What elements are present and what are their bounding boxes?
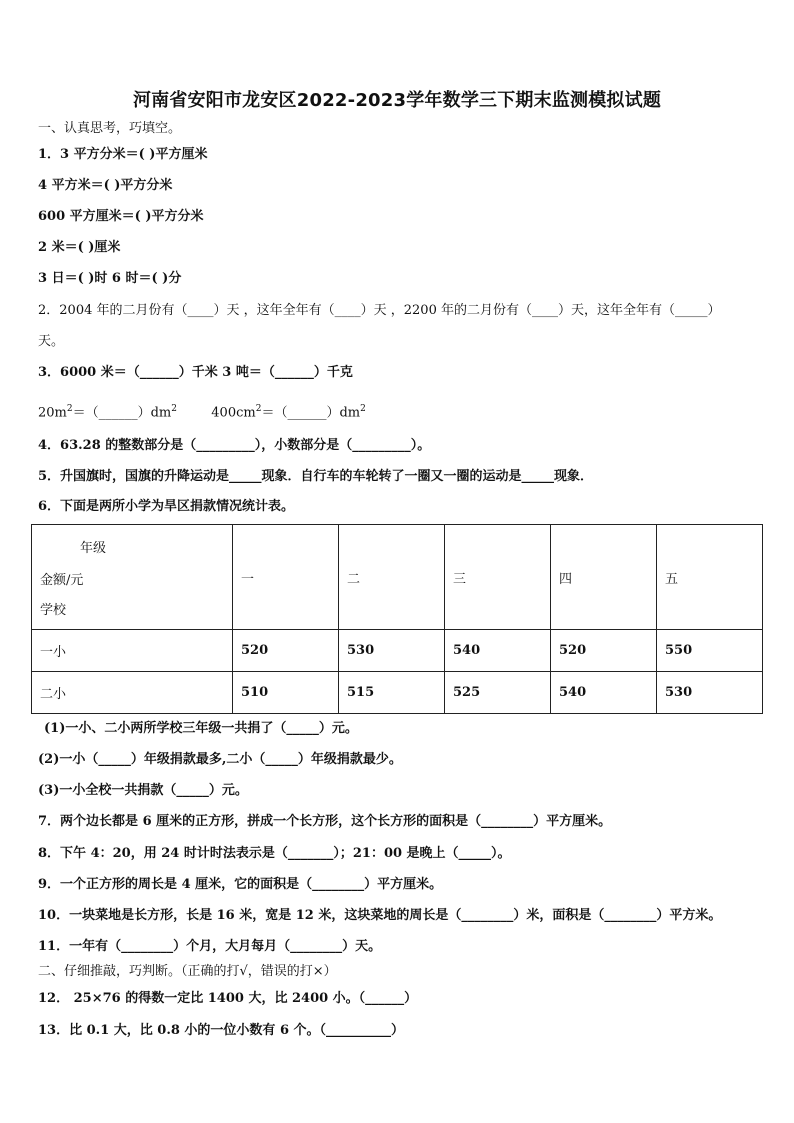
amount-cell: 520 bbox=[551, 630, 657, 672]
question-1b: 4 平方米＝( )平方分米 bbox=[38, 178, 173, 193]
amount-cell: 540 bbox=[445, 630, 551, 672]
question-11: 11．一年有（________）个月，大月每月（________）天。 bbox=[38, 939, 382, 954]
question-7: 7．两个边长都是 6 厘米的正方形，拼成一个长方形，这个长方形的面积是（________）平方厘米。 bbox=[38, 814, 612, 829]
q3b-left-blank: ＝（______）dm bbox=[72, 405, 172, 421]
section-1-heading: 一、认真思考，巧填空。 bbox=[38, 121, 182, 136]
q3b-right-blank: ＝（______）dm bbox=[261, 405, 361, 421]
q3b-sup-1: 2 bbox=[66, 404, 73, 414]
grade-header: 四 bbox=[551, 525, 657, 630]
donation-table bbox=[31, 524, 763, 714]
grade-header: 二 bbox=[339, 525, 445, 630]
question-8: 8．下午 4：20，用 24 时计时法表示是（_______）；21：00 是晚上（_____）。 bbox=[38, 846, 511, 861]
grade-header: 一 bbox=[233, 525, 339, 630]
question-13: 13．比 0.1 大，比 0.8 小的一位小数有 6 个。（__________） bbox=[38, 1023, 405, 1038]
question-5: 5．升国旗时，国旗的升降运动是_____现象．自行车的车轮转了一圈又一圈的运动是_____现象． bbox=[38, 469, 594, 484]
question-12: 12． 25×76 的得数一定比 1400 大，比 2400 小。（______） bbox=[38, 991, 418, 1006]
corner-amount-label: 金额/元 bbox=[40, 573, 84, 588]
page-title: 河南省安阳市龙安区2022-2023学年数学三下期末监测模拟试题 bbox=[132, 90, 662, 111]
question-1c: 600 平方厘米＝( )平方分米 bbox=[38, 209, 204, 224]
q3b-sup-3: 2 bbox=[255, 404, 262, 414]
q3b-sup-4: 2 bbox=[360, 404, 366, 414]
amount-cell: 540 bbox=[551, 672, 657, 714]
table-row bbox=[32, 672, 763, 714]
question-1e: 3 日＝( )时 6 时＝( )分 bbox=[38, 271, 182, 286]
q3b-sup-2: 2 bbox=[171, 404, 177, 414]
amount-cell: 525 bbox=[445, 672, 551, 714]
question-10: 10．一块菜地是长方形，长是 16 米，宽是 12 米，这块菜地的周长是（________）米，面积是（________）平方米。 bbox=[38, 908, 722, 923]
table-row bbox=[32, 630, 763, 672]
question-4: 4．63.28 的整数部分是（_________），小数部分是（_________）。 bbox=[38, 438, 431, 453]
question-1a: 1．3 平方分米＝( )平方厘米 bbox=[38, 147, 208, 162]
q3b-right-value: 400cm bbox=[211, 405, 256, 421]
question-3b bbox=[38, 400, 366, 422]
question-3a: 3．6000 米＝（______）千米 3 吨＝（______）千克 bbox=[38, 365, 353, 380]
school-name-cell: 一小 bbox=[32, 630, 233, 672]
question-6-2: (2)一小（_____）年级捐款最多,二小（_____）年级捐款最少。 bbox=[38, 752, 402, 767]
school-name-cell: 二小 bbox=[32, 672, 233, 714]
amount-cell: 510 bbox=[233, 672, 339, 714]
amount-cell: 530 bbox=[339, 630, 445, 672]
amount-cell: 550 bbox=[657, 630, 763, 672]
question-6-1: (1)一小、二小两所学校三年级一共捐了（_____）元。 bbox=[44, 721, 358, 736]
grade-header: 三 bbox=[445, 525, 551, 630]
section-2-heading: 二、仔细推敲，巧判断。（正确的打√，错误的打×） bbox=[38, 964, 337, 979]
question-6: 6．下面是两所小学为旱区捐款情况统计表。 bbox=[38, 499, 295, 514]
question-9: 9．一个正方形的周长是 4 厘米，它的面积是（________）平方厘米。 bbox=[38, 877, 443, 892]
question-2: 2．2004 年的二月份有（____）天 ，这年全年有（____）天 ，2200 年的二月份有（____）天，这年全年有（_____） bbox=[38, 303, 721, 318]
amount-cell: 515 bbox=[339, 672, 445, 714]
question-1d: 2 米＝( )厘米 bbox=[38, 240, 121, 255]
corner-school-label: 学校 bbox=[40, 603, 67, 618]
table-corner-cell bbox=[32, 525, 233, 630]
corner-grade-label: 年级 bbox=[80, 541, 107, 556]
question-2-continuation: 天。 bbox=[38, 334, 65, 349]
amount-cell: 530 bbox=[657, 672, 763, 714]
question-6-3: (3)一小全校一共捐款（_____）元。 bbox=[38, 783, 248, 798]
grade-header: 五 bbox=[657, 525, 763, 630]
q3b-left-value: 20m bbox=[38, 405, 67, 421]
amount-cell: 520 bbox=[233, 630, 339, 672]
table-header-row bbox=[32, 525, 763, 630]
